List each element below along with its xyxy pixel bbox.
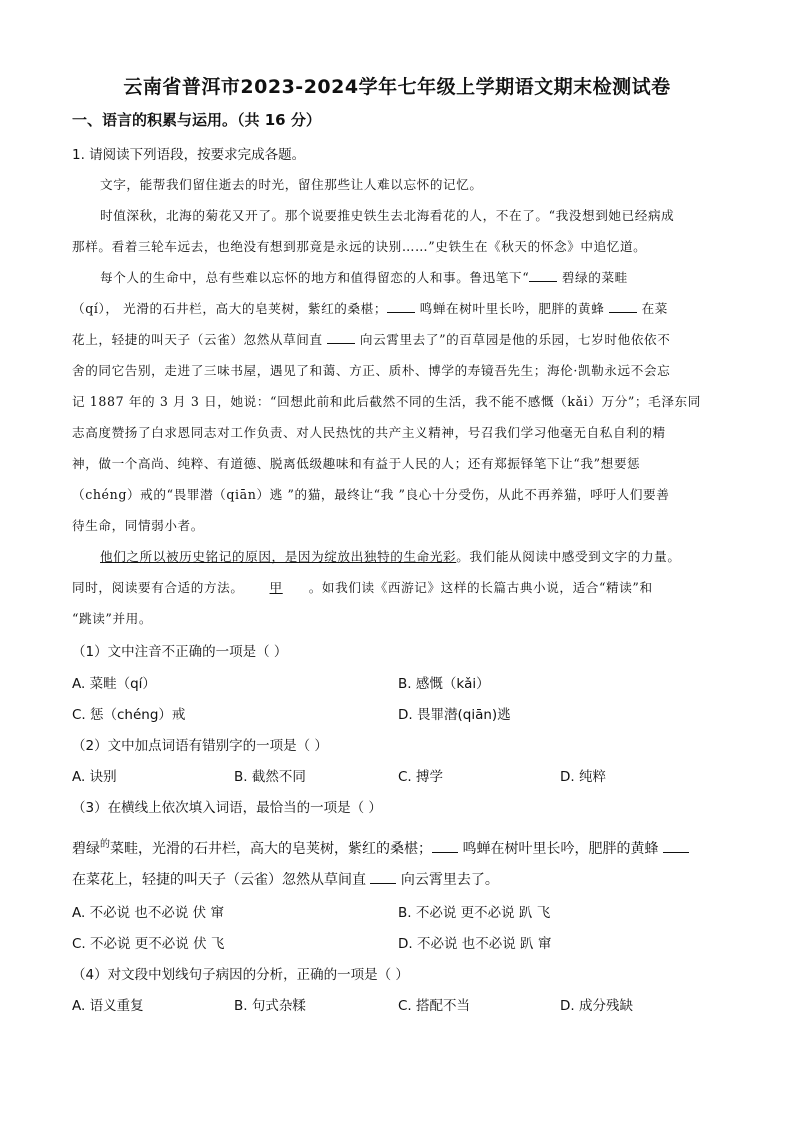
underlined-sentence: 他们之所以被历史铭记的原因，是因为绽放出独特的生命光彩 bbox=[100, 549, 457, 564]
blank-jia: 甲 bbox=[269, 580, 283, 595]
sub-question-1-option-a[interactable]: A. 菜畦（qí） bbox=[72, 676, 156, 692]
passage-text: 碧绿 bbox=[72, 841, 100, 857]
sub-question-3-option-d[interactable]: D. 不必说 也不必说 趴 窜 bbox=[398, 936, 552, 952]
fill-blank bbox=[327, 331, 355, 344]
fill-blank bbox=[609, 300, 637, 313]
passage-para-3-line-4: 舍的同它告别，走进了三味书屋，遇见了和蔼、方正、质朴、博学的寿镜吾先生；海伦·凯勒永远不会忘 bbox=[72, 363, 671, 378]
passage-text: 向云霄里去了。 bbox=[400, 872, 499, 888]
exam-title: 云南省普洱市2023-2024学年七年级上学期语文期末检测试卷 bbox=[123, 76, 671, 98]
superscript-text: 的 bbox=[100, 839, 110, 850]
passage-text: 在菜花上，轻捷的叫天子（云雀）忽然从草间直 bbox=[72, 872, 366, 888]
sub-question-1-option-c[interactable]: C. 惩（chéng）戒 bbox=[72, 707, 186, 723]
passage-text: 鸣蝉在树叶里长吟，肥胖的黄蜂 bbox=[419, 301, 605, 316]
passage-text: 花上，轻捷的叫天子（云雀）忽然从草间直 bbox=[72, 332, 323, 347]
fill-blank bbox=[370, 871, 396, 884]
fill-blank bbox=[529, 269, 557, 282]
sub-question-3-passage-line-1 bbox=[72, 835, 689, 858]
passage-para-2-line-2: 那样。看着三轮车远去，也绝没有想到那竟是永远的诀别……”史铁生在《秋天的怀念》中追忆道。 bbox=[72, 239, 647, 254]
sub-question-3-passage-line-2 bbox=[72, 869, 499, 889]
passage-para-3-line-8: （chéng）戒的“畏罪潜（qiān）逃 ”的猫，最终让“我 ”良心十分受伤，从此不再养猫，呼吁人们要善 bbox=[72, 487, 670, 502]
passage-para-3-line-3 bbox=[72, 329, 670, 348]
sub-question-1-option-d[interactable]: D. 畏罪潜(qiān)逃 bbox=[398, 707, 511, 723]
sub-question-3-stem: （3）在横线上依次填入词语，最恰当的一项是（ ） bbox=[72, 800, 382, 816]
passage-text: 。如我们读《西游记》这样的长篇古典小说，适合“精读”和 bbox=[308, 580, 653, 595]
passage-para-3-line-7: 神，做一个高尚、纯粹、有道德、脱离低级趣味和有益于人民的人；还有郑振铎笔下让“我”想要惩 bbox=[72, 456, 641, 471]
passage-para-4-line-3: “跳读”并用。 bbox=[72, 611, 153, 626]
sub-question-3-option-c[interactable]: C. 不必说 更不必说 伏 飞 bbox=[72, 936, 225, 952]
passage-text: 同时，阅读要有合适的方法。 bbox=[72, 580, 244, 595]
passage-text: 。我们能从阅读中感受到文字的力量。 bbox=[456, 549, 681, 564]
passage-text: 菜畦，光滑的石井栏，高大的皂荚树，紫红的桑椹； bbox=[110, 841, 432, 857]
sub-question-1-option-b[interactable]: B. 感慨（kǎi） bbox=[398, 676, 490, 692]
passage-text: 向云霄里去了”的百草园是他的乐园，七岁时他依依不 bbox=[359, 332, 671, 347]
passage-para-2-line-1: 时值深秋，北海的菊花又开了。那个说要推史铁生去北海看花的人，不在了。“我没想到她已经病成 bbox=[100, 208, 675, 223]
passage-para-3-line-2 bbox=[72, 298, 668, 317]
sub-question-2-option-b[interactable]: B. 截然不同 bbox=[234, 769, 306, 785]
passage-para-4-line-1 bbox=[100, 546, 681, 565]
sub-question-3-option-b[interactable]: B. 不必说 更不必说 趴 飞 bbox=[398, 905, 551, 921]
passage-para-1: 文字，能帮我们留住逝去的时光，留住那些让人难以忘怀的记忆。 bbox=[100, 177, 483, 192]
sub-question-4-stem: （4）对文段中划线句子病因的分析，正确的一项是（ ） bbox=[72, 967, 409, 983]
sub-question-2-option-d[interactable]: D. 纯粹 bbox=[560, 769, 606, 785]
passage-text: 每个人的生命中，总有些难以忘怀的地方和值得留恋的人和事。鲁迅笔下“ bbox=[100, 270, 530, 285]
sub-question-4-option-b[interactable]: B. 句式杂糅 bbox=[234, 998, 306, 1014]
passage-para-3-line-6: 志高度赞扬了白求恩同志对工作负责、对人民热忱的共产主义精神，号召我们学习他毫无自私自利的精 bbox=[72, 425, 666, 440]
passage-para-3-line-5: 记 1887 年的 3 月 3 日，她说：“回想此前和此后截然不同的生活，我不能不感慨（kǎi）万分”；毛泽东同 bbox=[72, 394, 701, 409]
sub-question-4-option-c[interactable]: C. 搭配不当 bbox=[398, 998, 471, 1014]
sub-question-1-stem: （1）文中注音不正确的一项是（ ） bbox=[72, 644, 288, 660]
passage-para-3-line-9: 待生命，同情弱小者。 bbox=[72, 518, 204, 533]
question-1-stem: 1. 请阅读下列语段，按要求完成各题。 bbox=[72, 147, 306, 163]
passage-text: 碧绿的菜畦 bbox=[561, 270, 628, 285]
passage-para-4-line-2 bbox=[72, 577, 653, 596]
sub-question-2-option-c[interactable]: C. 搏学 bbox=[398, 769, 444, 785]
sub-question-3-option-a[interactable]: A. 不必说 也不必说 伏 窜 bbox=[72, 905, 224, 921]
sub-question-4-option-a[interactable]: A. 语义重复 bbox=[72, 998, 144, 1014]
passage-text: 在菜 bbox=[641, 301, 668, 316]
sub-question-2-stem: （2）文中加点词语有错别字的一项是（ ） bbox=[72, 738, 328, 754]
fill-blank bbox=[663, 840, 689, 853]
passage-text: 鸣蝉在树叶里长吟，肥胖的黄蜂 bbox=[462, 841, 659, 857]
fill-blank bbox=[432, 840, 458, 853]
sub-question-2-option-a[interactable]: A. 诀别 bbox=[72, 769, 117, 785]
sub-question-4-option-d[interactable]: D. 成分残缺 bbox=[560, 998, 633, 1014]
fill-blank bbox=[387, 300, 415, 313]
passage-text: （qí）， 光滑的石井栏，高大的皂荚树，紫红的桑椹； bbox=[72, 301, 388, 316]
passage-para-3-line-1 bbox=[100, 267, 628, 286]
section-heading: 一、语言的积累与运用。（共 16 分） bbox=[72, 111, 321, 129]
